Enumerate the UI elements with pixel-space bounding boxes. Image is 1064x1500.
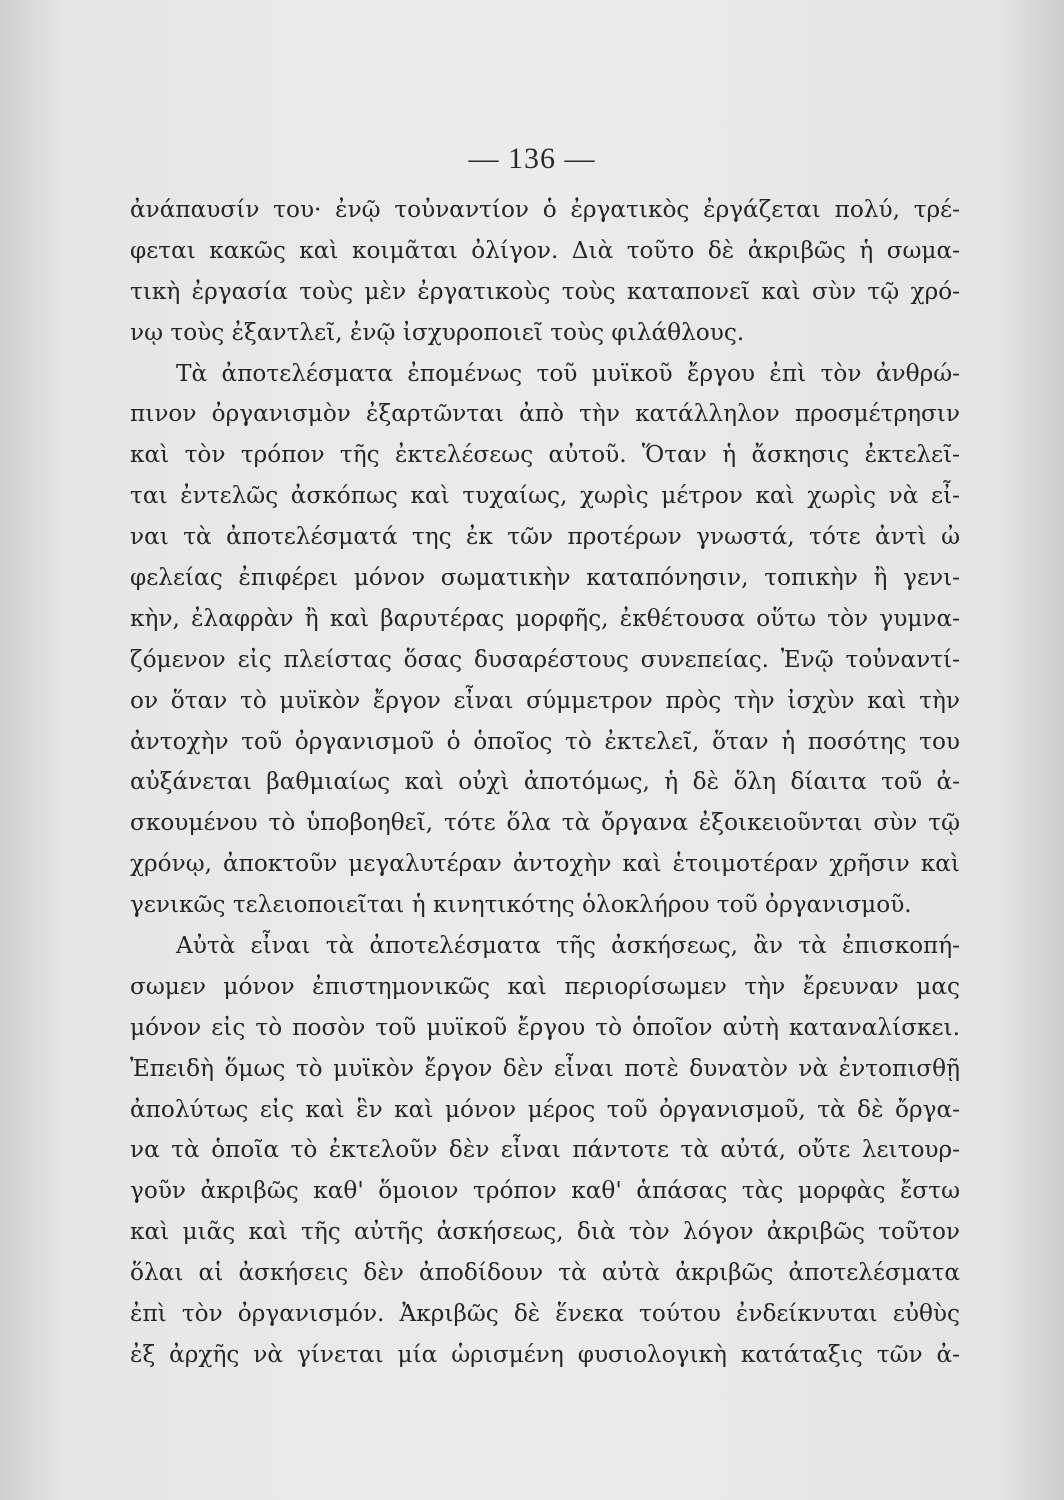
text-line: καὶ μιᾶς καὶ τῆς αὐτῆς ἀσκήσεως, διὰ τὸν λόγον ἀκριβῶς τοῦτον — [130, 1218, 960, 1246]
text-line: φεται κακῶς καὶ κοιμᾶται ὀλίγον. Διὰ τοῦτο δὲ ἀκριβῶς ἡ σωμα- — [130, 236, 960, 264]
text-line: ἀνάπαυσίν του· ἐνῷ τοὐναντίον ὁ ἐργατικὸς ἐργάζεται πολύ, τρέ- — [130, 196, 960, 223]
text-line: ἀπολύτως εἰς καὶ ἓν καὶ μόνον μέρος τοῦ ὀργανισμοῦ, τὰ δὲ ὄργα- — [130, 1095, 960, 1123]
text-line: ον ὅταν τὸ μυϊκὸν ἔργον εἶναι σύμμετρον πρὸς τὴν ἰσχὺν καὶ τὴν — [130, 686, 960, 714]
text-line: ἐπὶ τὸν ὀργανισμόν. Ἀκριβῶς δὲ ἕνεκα τούτου ἐνδείκνυται εὐθὺς — [130, 1300, 960, 1328]
page-number: — 136 — — [468, 142, 596, 175]
text-line: τικὴ ἐργασία τοὺς μὲν ἐργατικοὺς τοὺς καταπονεῖ καὶ σὺν τῷ χρό- — [130, 277, 960, 305]
text-line: Αὐτὰ εἶναι τὰ ἀποτελέσματα τῆς ἀσκήσεως, ἂν τὰ ἐπισκοπή- — [176, 932, 960, 960]
text-line: κὴν, ἐλαφρὰν ἢ καὶ βαρυτέρας μορφῆς, ἐκθέτουσα οὕτω τὸν γυμνα- — [130, 604, 960, 632]
text-line: γοῦν ἀκριβῶς καθ' ὅμοιον τρόπον καθ' ἁπάσας τὰς μορφὰς ἔστω — [130, 1177, 960, 1205]
text-line: ὅλαι αἱ ἀσκήσεις δὲν ἀποδίδουν τὰ αὐτὰ ἀκριβῶς ἀποτελέσματα — [130, 1259, 960, 1287]
text-line: γενικῶς τελειοποιεῖται ἡ κινητικότης ὁλοκλήρου τοῦ ὀργανισμοῦ. — [130, 891, 912, 919]
text-line: πινον ὀργανισμὸν ἐξαρτῶνται ἀπὸ τὴν κατάλληλον προσμέτρησιν — [130, 400, 960, 428]
text-line: να τὰ ὁποῖα τὸ ἐκτελοῦν δὲν εἶναι πάντοτε τὰ αὐτά, οὔτε λειτουρ- — [130, 1136, 960, 1164]
text-line: ναι τὰ ἀποτελέσματά της ἐκ τῶν προτέρων γνωστά, τότε ἀντὶ ὠ — [130, 523, 960, 551]
body-text — [130, 190, 960, 1376]
text-line: μόνον εἰς τὸ ποσὸν τοῦ μυϊκοῦ ἔργου τὸ ὁποῖον αὐτὴ καταναλίσκει. — [130, 1013, 960, 1041]
text-line: σκουμένου τὸ ὑποβοηθεῖ, τότε ὅλα τὰ ὄργανα ἐξοικειοῦνται σὺν τῷ — [130, 809, 960, 837]
text-line: φελείας ἐπιφέρει μόνον σωματικὴν καταπόνησιν, τοπικὴν ἢ γενι- — [130, 564, 960, 592]
text-line: νῳ τοὺς ἐξαντλεῖ, ἐνῷ ἰσχυροποιεῖ τοὺς φιλάθλους. — [130, 318, 745, 346]
text-line: Ἐπειδὴ ὅμως τὸ μυϊκὸν ἔργον δὲν εἶναι ποτὲ δυνατὸν νὰ ἐντοπισθῇ — [130, 1054, 960, 1082]
text-line: ἀντοχὴν τοῦ ὀργανισμοῦ ὁ ὁποῖος τὸ ἐκτελεῖ, ὅταν ἡ ποσότης του — [130, 727, 960, 755]
text-line: σωμεν μόνον ἐπιστημονικῶς καὶ περιορίσωμεν τὴν ἔρευναν μας — [130, 972, 960, 1000]
text-line: καὶ τὸν τρόπον τῆς ἐκτελέσεως αὐτοῦ. Ὅταν ἡ ἄσκησις ἐκτελεῖ- — [130, 441, 960, 469]
text-line: αὐξάνεται βαθμιαίως καὶ οὐχὶ ἀποτόμως, ἡ δὲ ὅλη δίαιτα τοῦ ἀ- — [130, 768, 960, 796]
text-line: Τὰ ἀποτελέσματα ἐπομένως τοῦ μυϊκοῦ ἔργου ἐπὶ τὸν ἀνθρώ- — [176, 359, 960, 387]
text-line: ζόμενον εἰς πλείστας ὅσας δυσαρέστους συνεπείας. Ἐνῷ τοὐναντί- — [130, 645, 960, 673]
text-line: ἐξ ἀρχῆς νὰ γίνεται μία ὡρισμένη φυσιολογικὴ κατάταξις τῶν ἀ- — [130, 1340, 960, 1368]
text-line: ται ἐντελῶς ἀσκόπως καὶ τυχαίως, χωρὶς μέτρον καὶ χωρὶς νὰ εἶ- — [130, 482, 960, 510]
text-line: χρόνῳ, ἀποκτοῦν μεγαλυτέραν ἀντοχὴν καὶ ἑτοιμοτέραν χρῆσιν καὶ — [130, 850, 960, 878]
